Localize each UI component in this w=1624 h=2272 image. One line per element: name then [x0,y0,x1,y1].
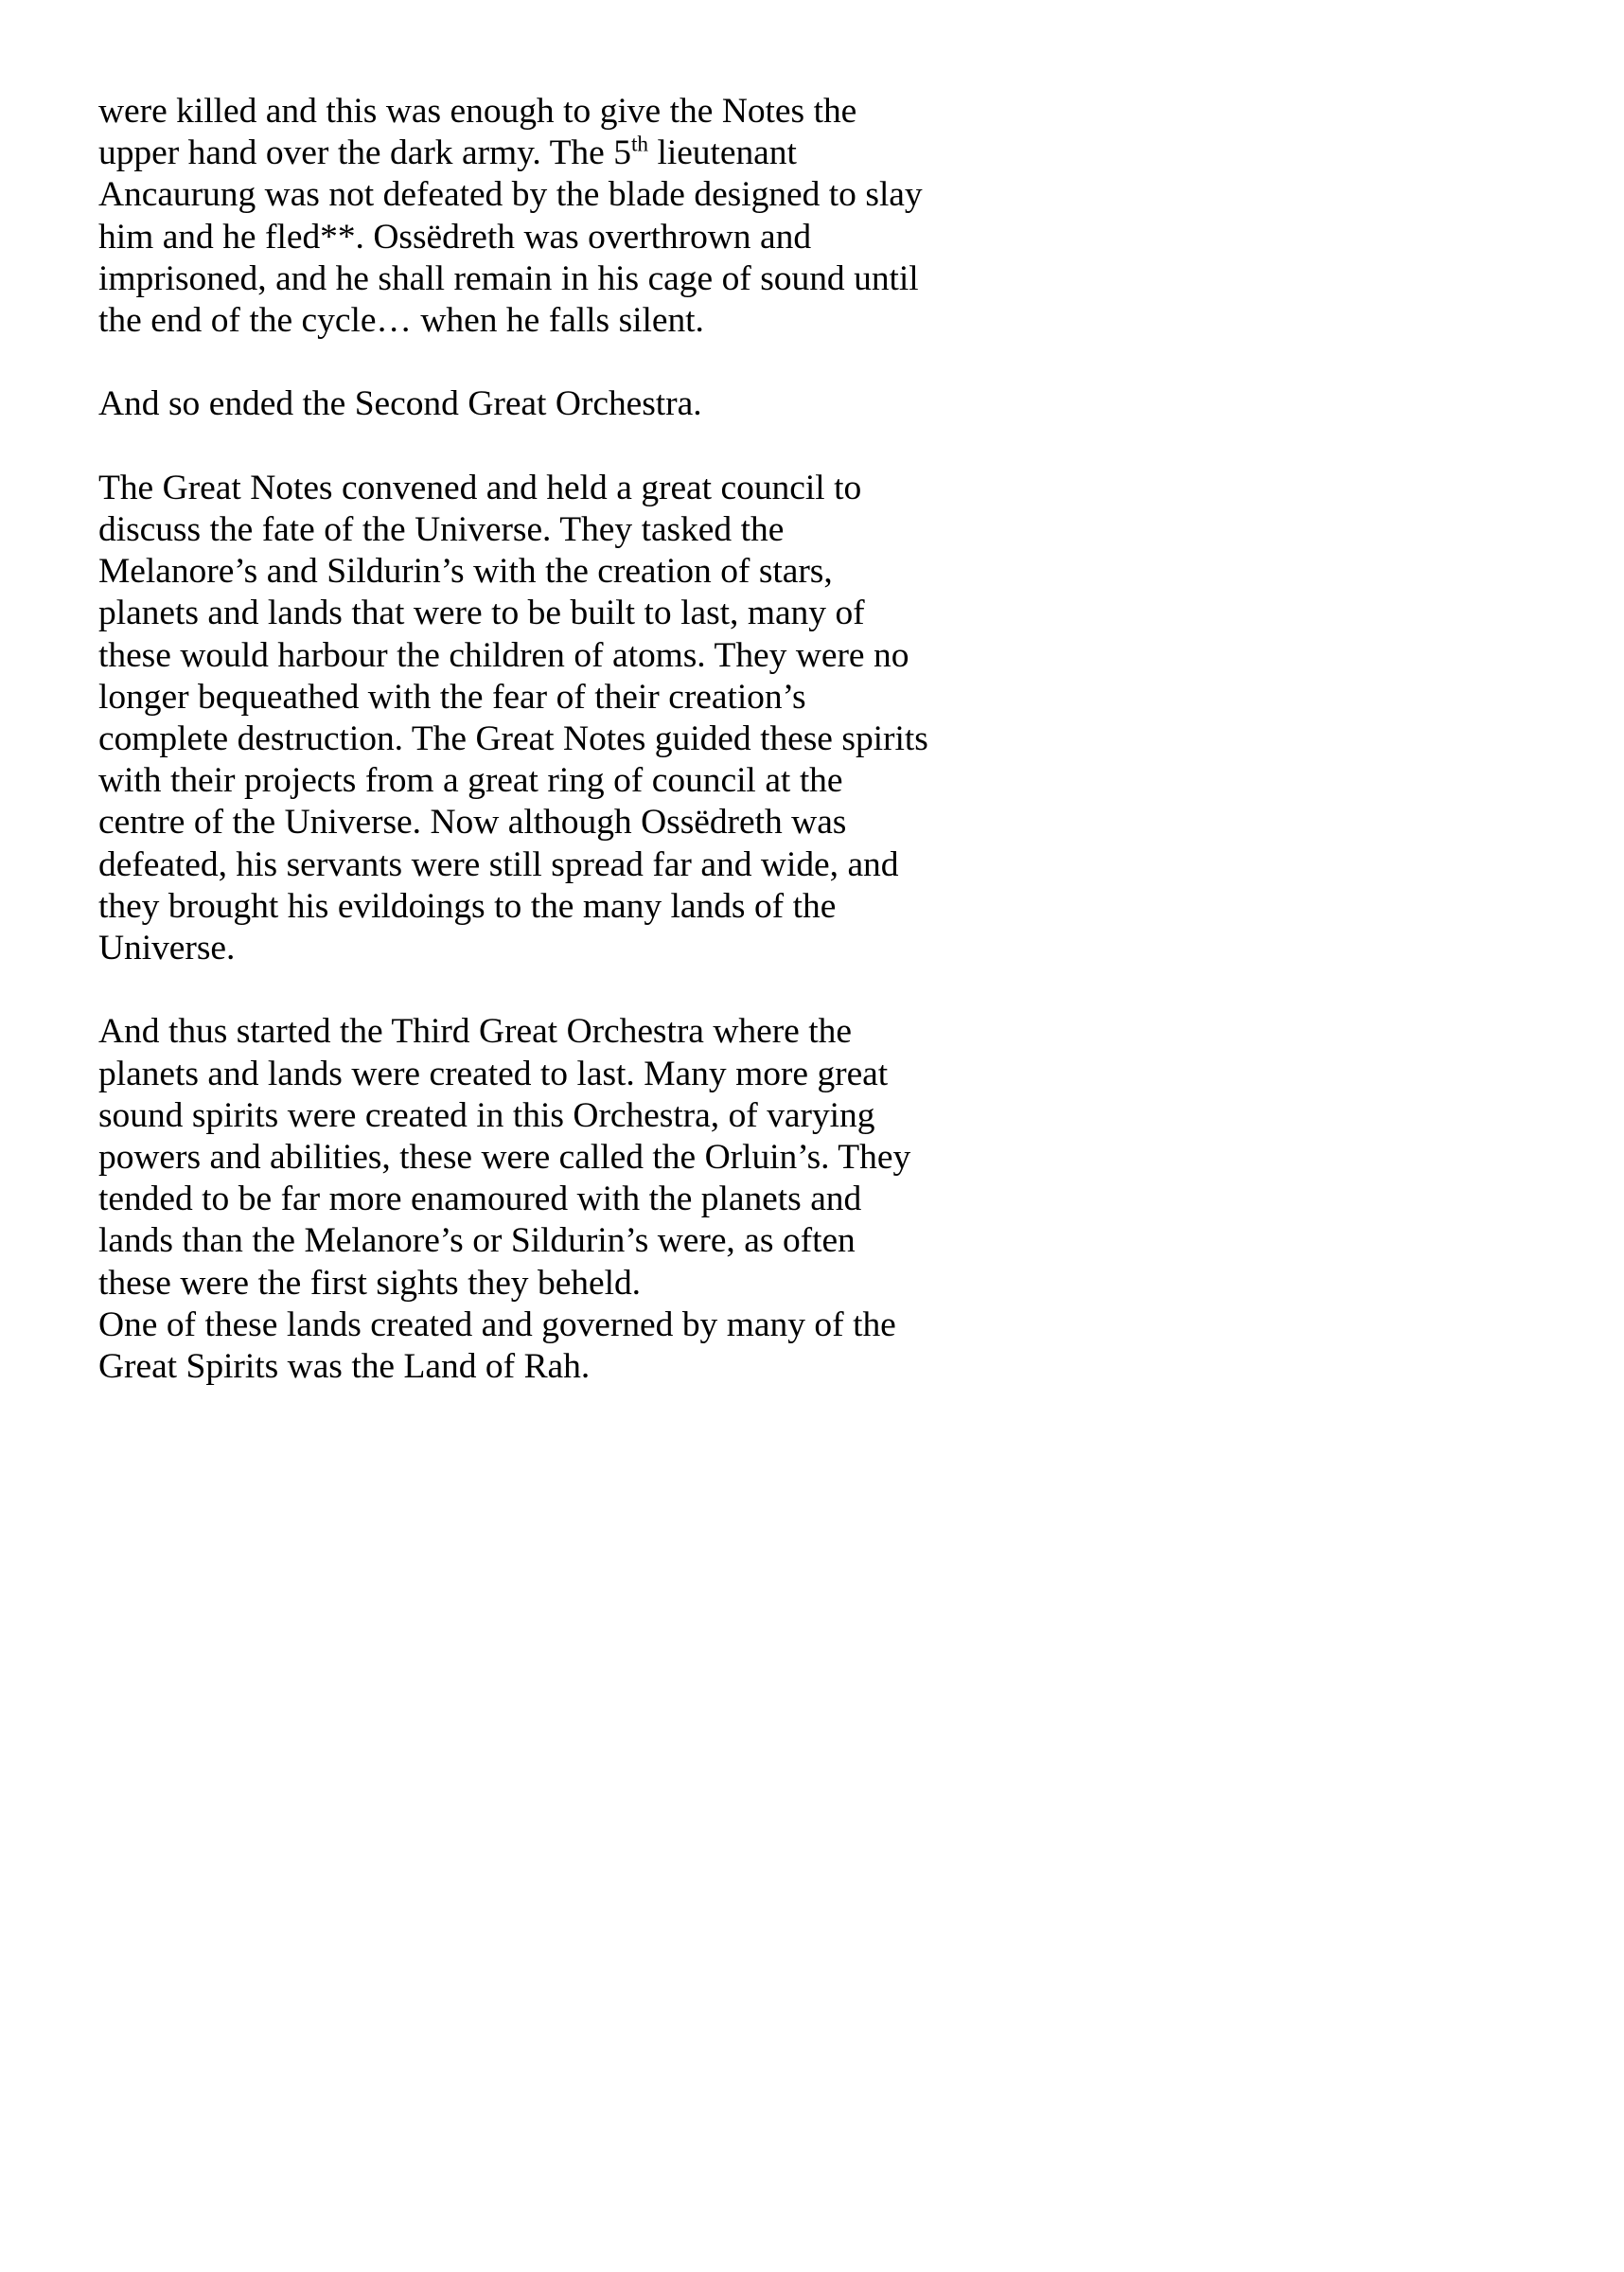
paragraph-3 [98,468,931,969]
paragraph-1-run-3: lieutenant Ancaurung was not defeated by the blade designed to slay him and he fled**. Ossëdreth was overthrown and imprisoned, and he shall remain in his cage of sound until the end of the cycle… when he falls silent. [98,133,923,341]
paragraph-3-run-1: The Great Notes convened and held a great council to discuss the fate of the Universe. They tasked the Melanore’s and Sildurin’s with the creation of stars, planets and lands that were to be built to last, many of these would harbour the children of atoms. They were no longer bequeathed with the fear of their creation’s complete destruction. The Great Notes guided these spirits with their projects from a great ring of council at the centre of the Universe. Now although Ossëdreth was defeated, his servants were still spread far and wide, and they brought his evildoings to the many lands of the Universe. [98,468,928,968]
paragraph-5 [98,1305,931,1388]
paragraph-2-run-1: And so ended the Second Great Orchestra. [98,384,702,424]
paragraph-1 [98,91,931,342]
paragraph-1-run-1: were killed and this was enough to give the Notes the upper hand over the dark army. The 5 [98,92,857,173]
ordinal-superscript-th: th [630,132,648,157]
paragraph-2 [98,383,931,425]
paragraph-5-run-1: One of these lands created and governed by many of the Great Spirits was the Land of Rah. [98,1305,896,1387]
body-text-column [98,91,931,1388]
paragraph-4 [98,1011,931,1304]
paragraph-4-run-1: And thus started the Third Great Orchestra where the planets and lands were created to last. Many more great sound spirits were created in this Orchestra, of varying powers and abilities, these were called the Orluin’s. They tended to be far more enamoured with the planets and lands than the Melanore’s or Sildurin’s were, as often these were the first sights they beheld. [98,1012,911,1303]
